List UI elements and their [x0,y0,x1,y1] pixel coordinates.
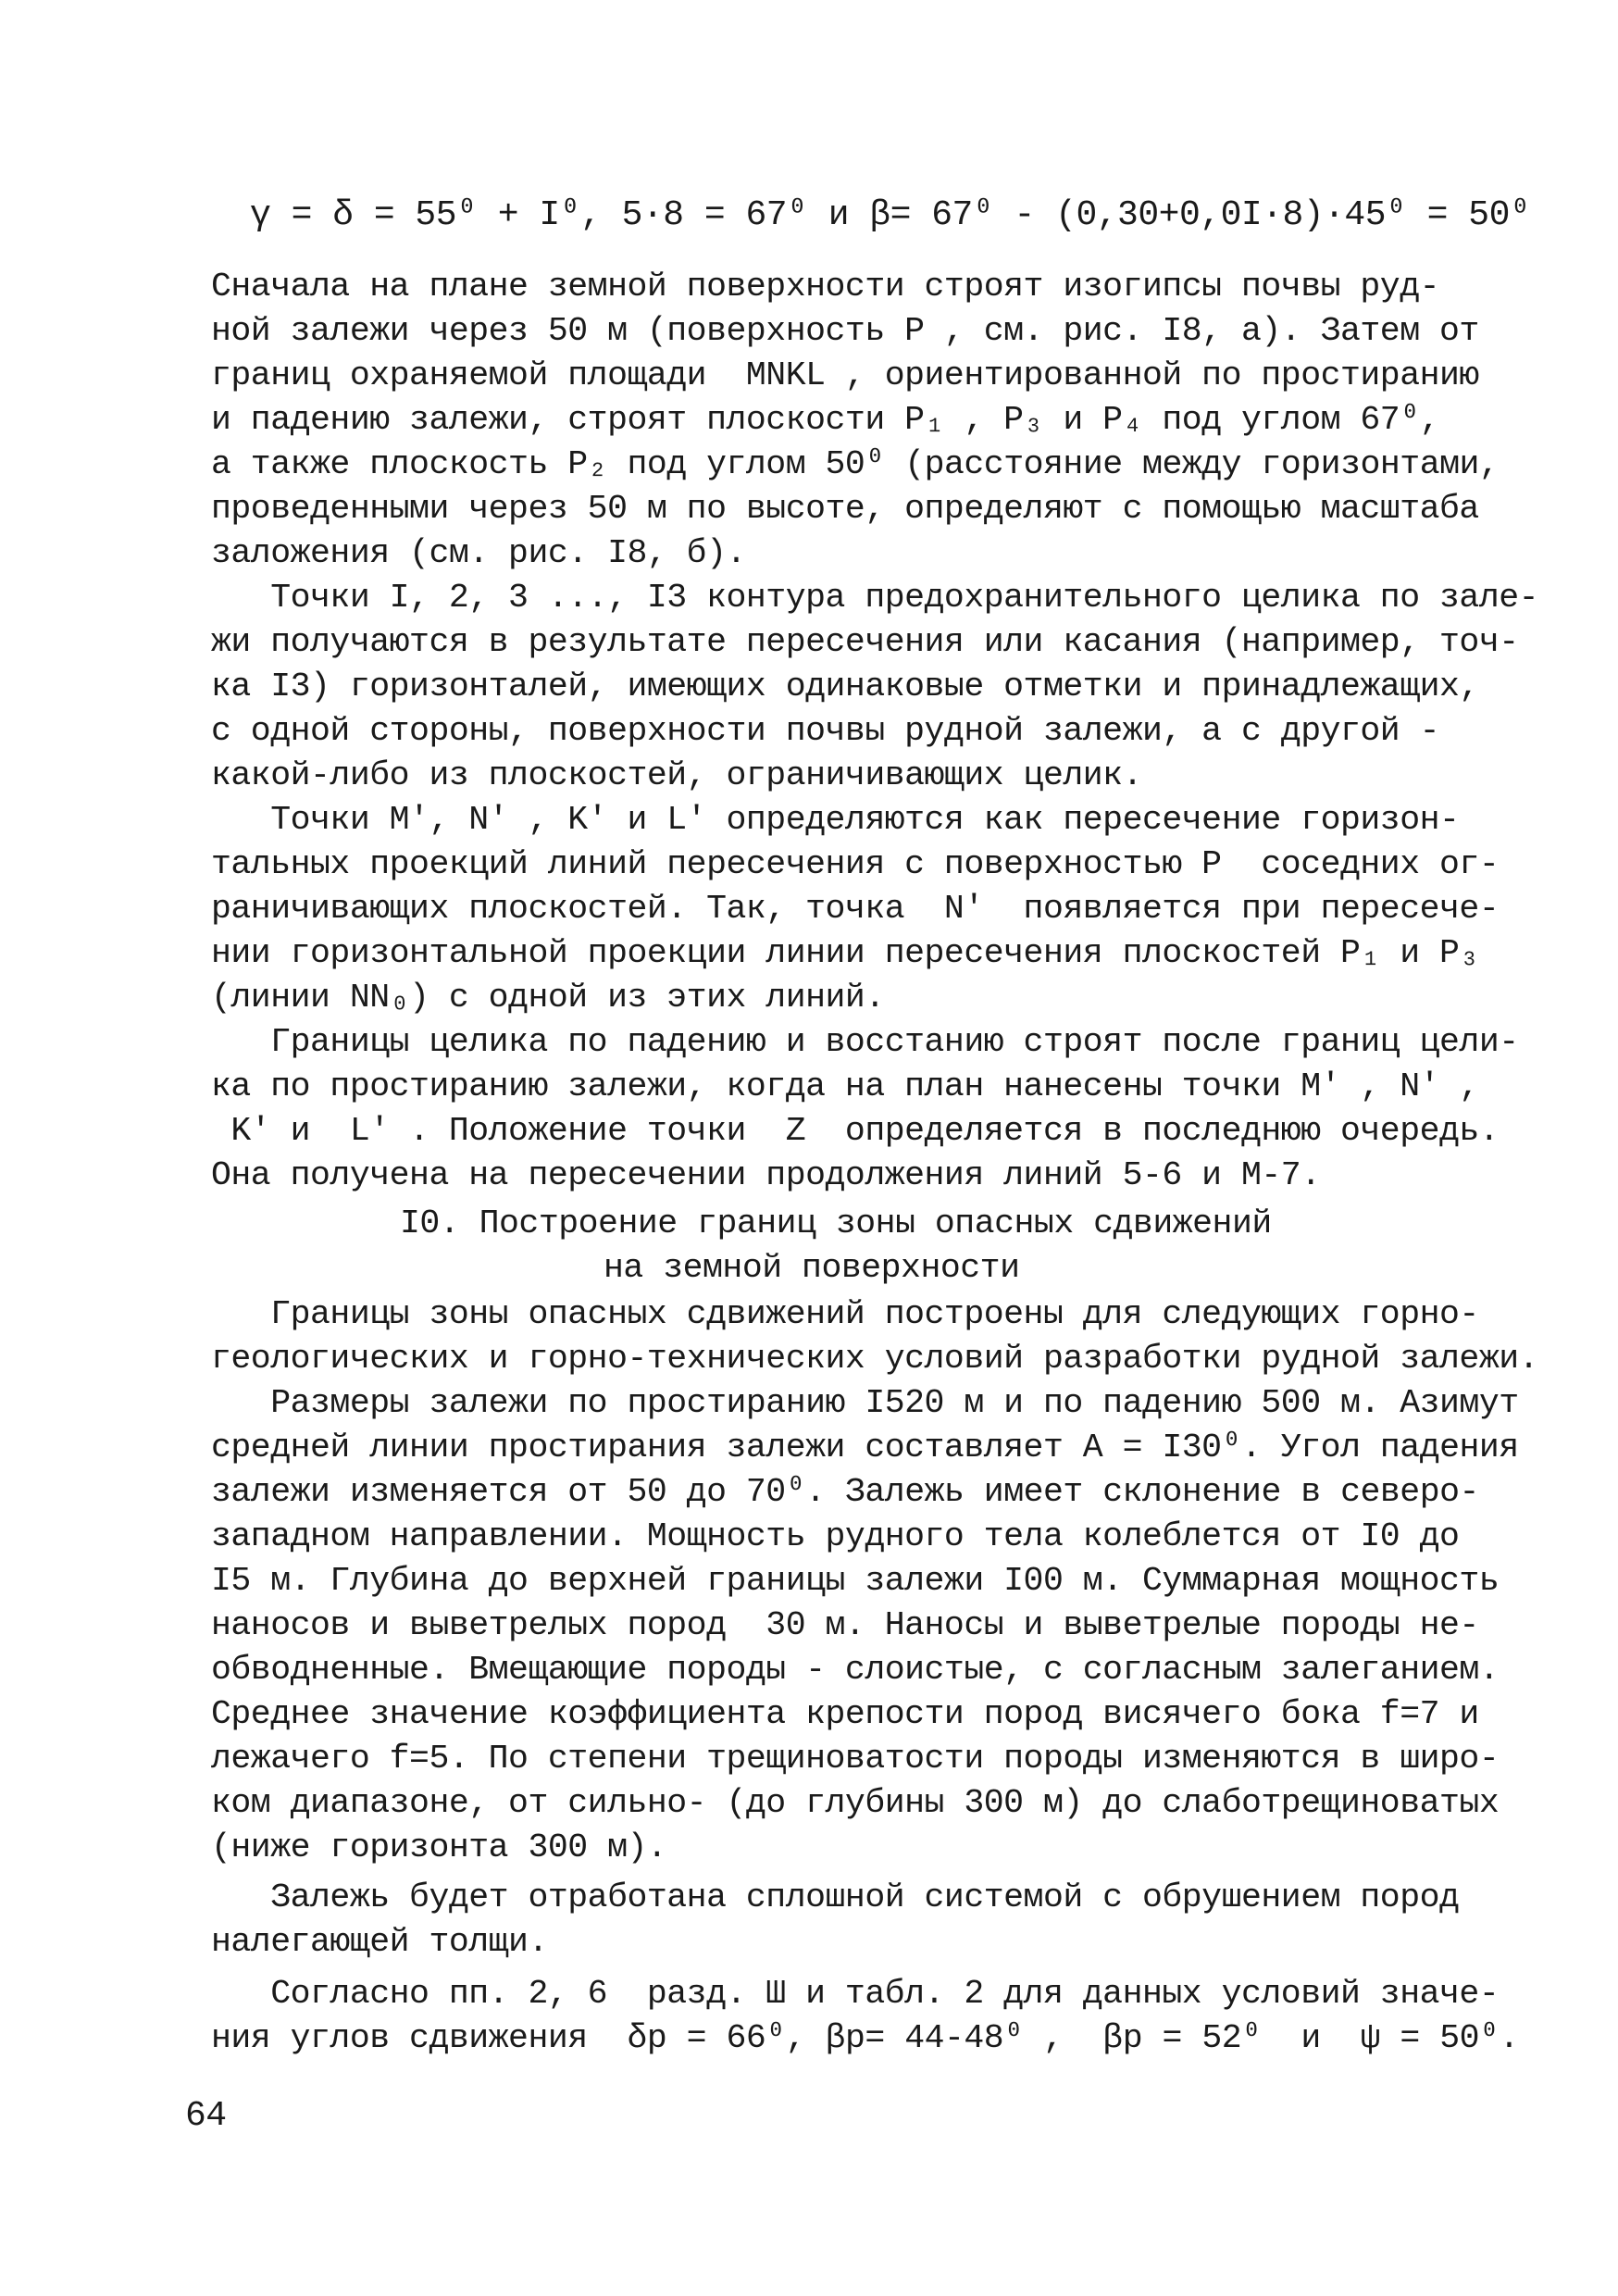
text-line: а также плоскость P₂ под углом 50⁰ (расстояние между горизонтами, [211,445,1500,483]
text-line: какой-либо из плоскостей, ограничивающих целик. [211,756,1142,794]
text-line: проведенными через 50 м по высоте, определяют с помощью масштаба [211,490,1479,528]
text-line: залежи изменяется от 50 до 70⁰. Залежь имеет склонение в северо- [211,1473,1479,1511]
text-line: границ охраняемой площади MNKL , ориентированной по простиранию [211,356,1479,394]
text-line: с одной стороны, поверхности почвы рудной залежи, а с другой - [211,712,1440,750]
text-line: (ниже горизонта 300 м). [211,1828,667,1866]
text-line: лежачего f=5. По степени трещиноватости породы изменяются в широ- [211,1740,1500,1778]
text-line: ния углов сдвижения δp = 66⁰, βp= 44-48⁰ , βp = 52⁰ и ψ = 50⁰. [211,2019,1519,2057]
section-heading: I0. Построение границ зоны опасных сдвижений [400,1204,1272,1242]
text-line: заложения (см. рис. I8, б). [211,534,746,572]
text-line: тальных проекций линий пересечения с поверхностью P соседних ог- [211,845,1500,883]
text-line: ком диапазоне, от сильно- (до глубины 300 м) до слаботрещиноватых [211,1784,1500,1822]
text-line: обводненные. Вмещающие породы - слоистые, с согласным залеганием. [211,1651,1500,1689]
text-line: и падению залежи, строят плоскости P₁ , P₃ и P₄ под углом 67⁰, [211,401,1440,439]
text-line: Среднее значение коэффициента крепости пород висячего бока f=7 и [211,1695,1479,1733]
text-line: Границы зоны опасных сдвижений построены для следующих горно- [211,1295,1479,1333]
text-line: Сначала на плане земной поверхности строят изогипсы почвы руд- [211,268,1440,306]
text-line: Согласно пп. 2, 6 разд. Ш и табл. 2 для данных условий значе- [211,1975,1500,2013]
text-line: ка по простиранию залежи, когда на план нанесены точки M' , N' , [211,1067,1479,1105]
text-line: Точки M', N' , K' и L' определяются как пересечение горизон- [211,801,1460,839]
page-number: 64 [185,2096,227,2136]
text-line: Залежь будет отработана сплошной системой с обрушением пород [211,1878,1460,1916]
text-line: Границы целика по падению и восстанию строят после границ цели- [211,1023,1519,1061]
angle-formula: γ = δ = 55⁰ + I⁰, 5·8 = 67⁰ и β= 67⁰ - (0,30+0,0I·8)·45⁰ = 50⁰ [250,195,1531,235]
text-line: K' и L' . Положение точки Z определяется в последнюю очередь. [211,1112,1500,1150]
text-line: Размеры залежи по простиранию I520 м и по падению 500 м. Азимут [211,1384,1519,1422]
text-line: раничивающих плоскостей. Так, точка N' появляется при пересече- [211,890,1500,928]
text-line: ной залежи через 50 м (поверхность P , см. рис. I8, а). Затем от [211,312,1479,350]
text-line: I5 м. Глубина до верхней границы залежи I00 м. Суммарная мощность [211,1562,1500,1600]
text-line: геологических и горно-технических условий разработки рудной залежи. [211,1340,1539,1378]
text-line: западном направлении. Мощность рудного тела колеблется от I0 до [211,1517,1460,1555]
section-heading-continued: на земной поверхности [604,1249,1020,1287]
text-line: ка I3) горизонталей, имеющих одинаковые отметки и принадлежащих, [211,668,1479,705]
text-line: налегающей толщи. [211,1923,548,1961]
text-line: Она получена на пересечении продолжения линий 5-6 и M-7. [211,1156,1321,1194]
text-line: (линии NN₀) с одной из этих линий. [211,979,885,1017]
text-line: нии горизонтальной проекции линии пересечения плоскостей P₁ и P₃ [211,934,1479,972]
text-line: наносов и выветрелых пород 30 м. Наносы и выветрелые породы не- [211,1606,1479,1644]
text-line: Точки I, 2, 3 ..., I3 контура предохранительного целика по зале- [211,579,1539,617]
text-line: средней линии простирания залежи составляет A = I30⁰. Угол падения [211,1429,1519,1466]
text-line: жи получаются в результате пересечения или касания (например, точ- [211,623,1519,661]
